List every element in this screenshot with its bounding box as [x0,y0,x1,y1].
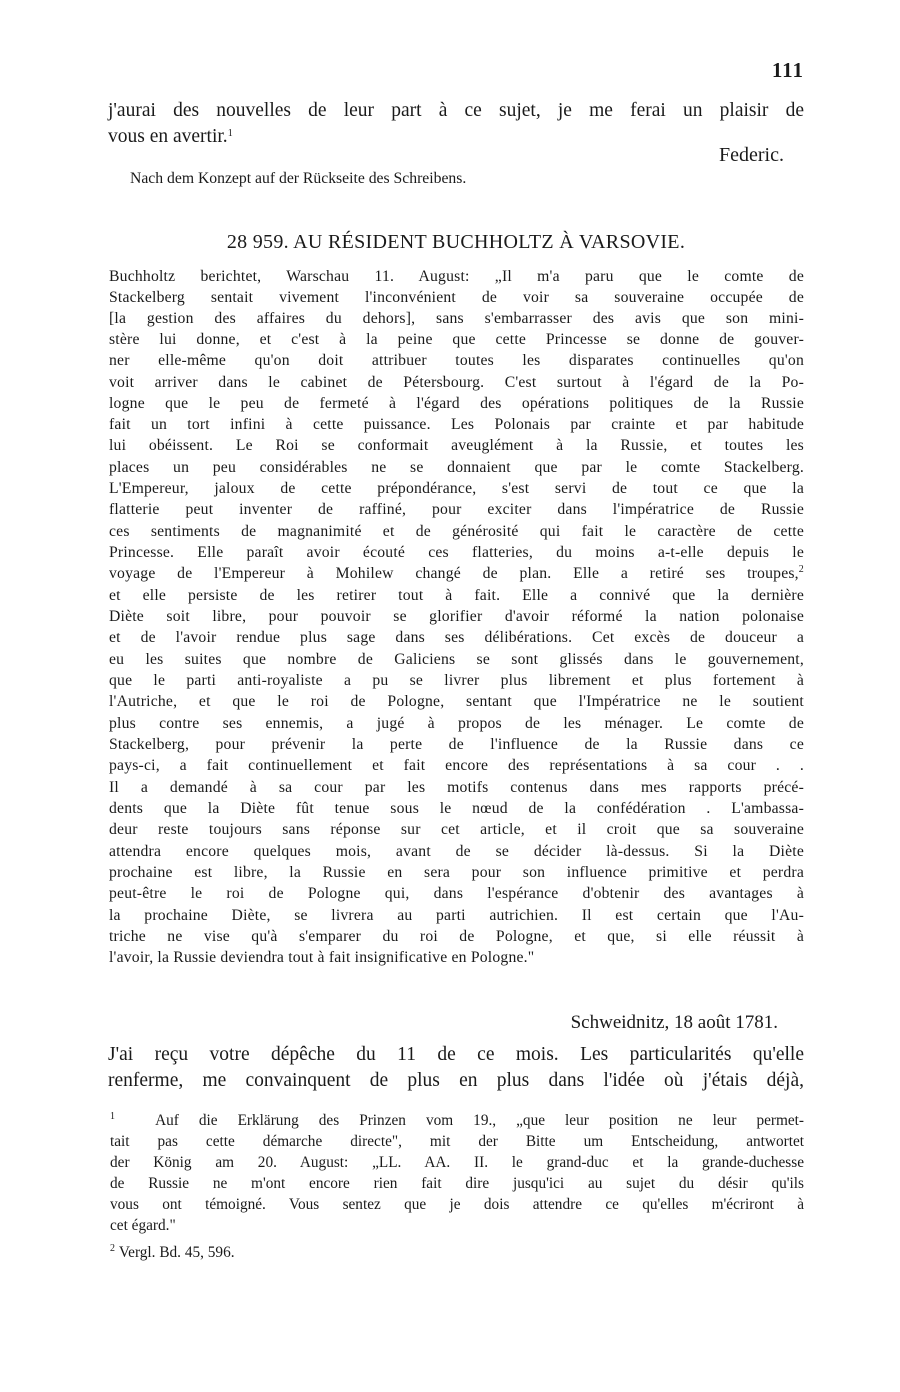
footnote-1-line [110,1112,804,1130]
report-line: que le parti anti-royaliste a pu se livrer plus librement et plus fortement à [109,672,804,689]
report-line: prochaine est libre, la Russie en sera pour son influence primitive et perdra [109,864,804,881]
report-line [109,565,804,583]
report-line: Il a demandé à sa cour par les motifs contenus dans mes rapports précé- [109,779,804,796]
report-line: la prochaine Diète, se livrera au parti autrichien. Il est certain que l'Au- [109,907,804,924]
report-line: lui obéissent. Le Roi se conformait aveuglément à la Russie, et toutes les [109,437,804,454]
footnote-1-line: vous ont témoigné. Vous sentez que je dois attendre ce qu'elles m'écriront à [110,1196,804,1213]
letter-line: renferme, me convainquent de plus en plus dans l'idée où j'étais déjà, [108,1070,804,1091]
footnote-2-marker: 2 [110,1243,115,1254]
footnote-1-line: tait pas cette démarche directe", mit der Bitte um Entscheidung, antwortet [110,1133,804,1150]
footnote-1-line: de Russie ne m'ont encore rien fait dire jusqu'ici au sujet du désir qu'ils [110,1175,804,1192]
document-heading: 28 959. AU RÉSIDENT BUCHHOLTZ À VARSOVIE. [226,231,686,253]
footnote-1-marker: 1 [110,1111,115,1122]
report-line: pays-ci, a fait continuellement et fait encore des représentations à sa cour . . [109,757,804,774]
report-line: Buchholtz berichtet, Warschau 11. August: „Il m'a paru que le comte de [109,268,804,285]
footnote-1-text: Auf die Erklärung des Prinzen vom 19., „que leur position ne leur permet- [155,1112,805,1129]
report-line: stère lui donne, et c'est à la peine que cette Princesse se donne de gouver- [109,331,804,348]
report-line: l'Autriche, et que le roi de Pologne, sentant que l'Impératrice ne le soutient [109,693,804,710]
top-paragraph-text: vous en avertir. [108,126,228,147]
report-line: et de l'avoir rendue plus sage dans ses délibérations. Cet excès de douceur a [109,629,804,646]
report-line: peut-être le roi de Pologne qui, dans l'espérance d'obtenir des avantages à [109,885,804,902]
top-paragraph-line: j'aurai des nouvelles de leur part à ce sujet, je me ferai un plaisir de [108,100,804,121]
report-line: flatterie peut inventer de raffiné, pour exciter dans l'impératrice de Russie [109,501,804,518]
report-line: logne que le peu de fermeté à l'égard des opérations politiques de la Russie [109,395,804,412]
report-line: triche ne vise qu'à s'emparer du roi de Pologne, et que, si elle réussit à [109,928,804,945]
footnote-2-line [110,1244,804,1262]
footnote-1-line: cet égard." [110,1217,176,1234]
report-line: Diète soit libre, pour pouvoir se glorifier d'avoir réformé la nation polonaise [109,608,804,625]
footnote-2-text: Vergl. Bd. 45, 596. [118,1244,235,1261]
signature: Federic. [719,144,784,166]
report-line: Stackelberg sentait vivement l'inconvénient de voir sa souveraine occupée de [109,289,804,306]
letter-dateline: Schweidnitz, 18 août 1781. [570,1012,778,1033]
report-line: ces sentiments de magnanimité et de générosité qui fait le caractère de cette [109,523,804,540]
report-line: deur reste toujours sans réponse sur cet article, et il croit que sa souveraine [109,821,804,838]
letter-line: J'ai reçu votre dépêche du 11 de ce mois. Les particularités qu'elle [108,1044,804,1065]
report-line: voit arriver dans le cabinet de Pétersbourg. C'est surtout à l'égard de la Po- [109,374,804,391]
report-line: Princesse. Elle paraît avoir écouté ces flatteries, du moins a-t-elle depuis le [109,544,804,561]
footnote-1-line: der König am 20. August: „LL. AA. II. le grand-duc et la grande-duchesse [110,1154,804,1171]
footnote-ref-2: 2 [798,564,804,575]
report-line: eu les suites que nombre de Galiciens se sont glissés dans le gouvernement, [109,651,804,668]
report-line: dents que la Diète fût tenue sous le nœud de la confédération . L'ambassa- [109,800,804,817]
report-line: attendra encore quelques mois, avant de se décider là-dessus. Si la Diète [109,843,804,860]
report-line: L'Empereur, jaloux de cette prépondérance, s'est servi de tout ce que la [109,480,804,497]
report-line-text: voyage de l'Empereur à Mohilew changé de plan. Elle a retiré ses troupes, [109,565,799,582]
report-line: Stackelberg, pour prévenir la perte de l'influence de la Russie dans ce [109,736,804,753]
report-line: et elle persiste de les retirer tout à fait. Elle a connivé que la dernière [109,587,804,604]
report-line: [la gestion des affaires du dehors], sans s'embarrasser des avis que son mini- [109,310,804,327]
report-line: places un peu considérables ne se donnaient que par le comte Stackelberg. [109,459,804,476]
report-line: plus contre ses ennemis, a jugé à propos de les ménager. Le comte de [109,715,804,732]
footnote-ref-1: 1 [227,128,233,139]
page-number: 111 [771,58,804,82]
provenance-note: Nach dem Konzept auf der Rückseite des Schreibens. [130,170,467,187]
report-line: l'avoir, la Russie deviendra tout à fait insignificative en Pologne." [109,949,535,966]
report-line: ner elle-même qu'on doit attribuer toutes les disparates continuelles qu'on [109,352,804,369]
report-line: fait un tort infini à cette puissance. Les Polonais par crainte et par habitude [109,416,804,433]
